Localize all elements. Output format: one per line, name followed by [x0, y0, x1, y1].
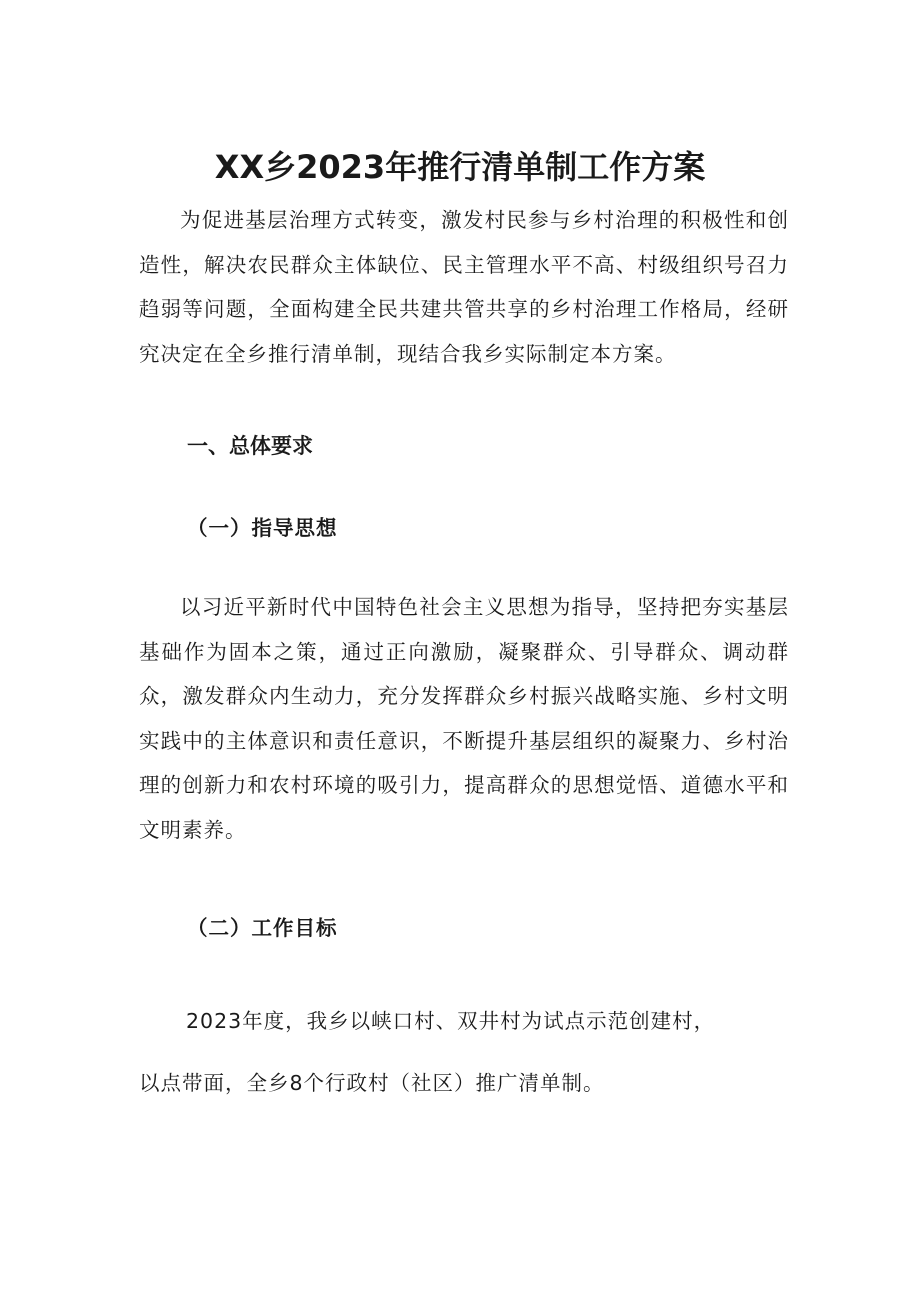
intro-paragraph: 为促进基层治理方式转变，激发村民参与乡村治理的积极性和创造性，解决农民群众主体缺位、民主管理水平不高、村级组织号召力趋弱等问题，全面构建全民共建共管共享的乡村治理工作格局，经研究决定在全乡推行清单制，现结合我乡实际制定本方案。 — [139, 208, 789, 366]
document-title: XX乡2023年推行清单制工作方案 — [214, 148, 706, 187]
guiding-ideology-paragraph: 以习近平新时代中国特色社会主义思想为指导，坚持把夯实基层基础作为固本之策，通过正向激励，凝聚群众、引导群众、调动群众，激发群众内生动力，充分发挥群众乡村振兴战略实施、乡村文明实践中的主体意识和责任意识，不断提升基层组织的凝聚力、乡村治理的创新力和农村环境的吸引力，提高群众的思想觉悟、道德水平和文明素养。 — [139, 595, 789, 842]
subsection-heading-guiding-ideology: （一）指导思想 — [187, 516, 338, 540]
subsection-heading-work-goals: （二）工作目标 — [187, 916, 338, 940]
work-goals-line-1: 2023年度，我乡以峡口村、双井村为试点示范创建村， — [186, 1009, 716, 1033]
section-heading-general-requirements: 一、总体要求 — [187, 434, 313, 458]
work-goals-line-2: 以点带面，全乡8个行政村（社区）推广清单制。 — [139, 1071, 605, 1095]
